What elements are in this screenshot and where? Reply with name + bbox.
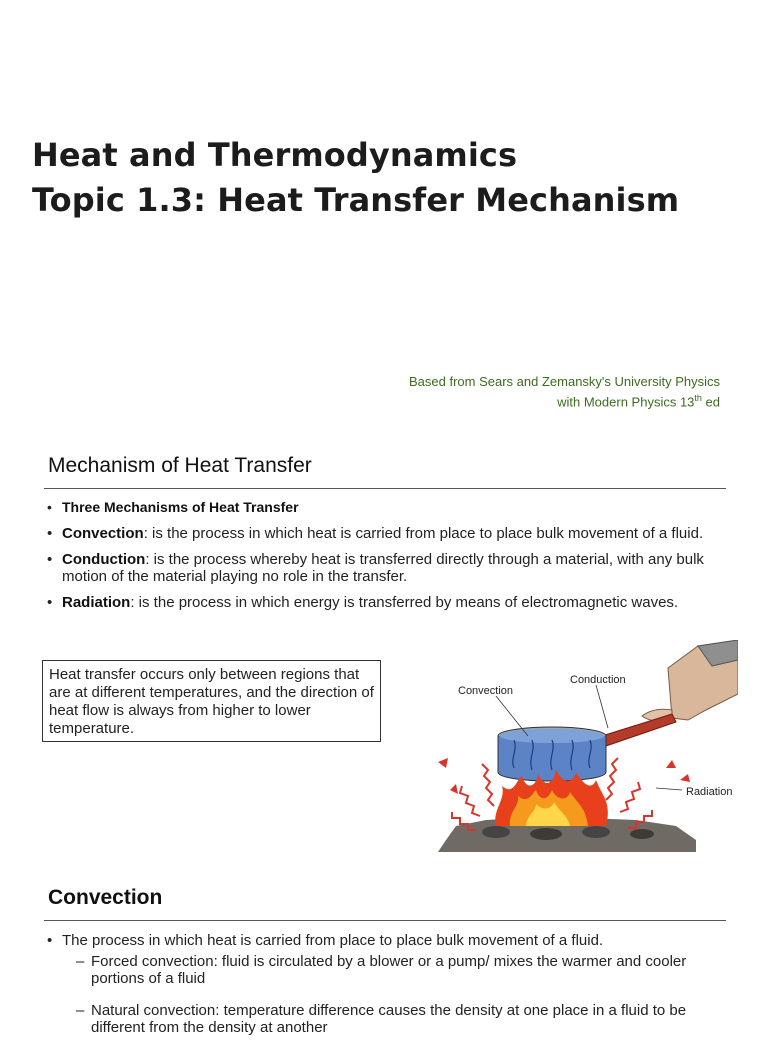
pot-handle	[602, 714, 676, 746]
convection-type-forced	[62, 953, 736, 987]
mechanism-list	[44, 499, 736, 620]
convection-type-natural	[62, 1002, 736, 1036]
title-line-2: Topic 1.3: Heat Transfer Mechanism	[32, 181, 680, 219]
convection-divider	[44, 920, 726, 921]
convection-definition-text: The process in which heat is carried from place to place bulk movement of a fluid.	[62, 932, 604, 949]
mechanism-definition: : is the process in which heat is carried from place to place bulk movement of a fluid.	[143, 525, 704, 542]
convection-list	[44, 932, 736, 1051]
mechanism-term: Radiation	[62, 594, 131, 611]
credit-line-1: Based from Sears and Zemansky's University Physics	[409, 374, 720, 389]
convection-heading: Convection	[48, 886, 163, 909]
credit-edition-suffix: th	[694, 393, 702, 403]
credit-edition: with Modern Physics 13	[557, 394, 695, 410]
convection-type-text: Forced convection: fluid is circulated by a blower or a pump/ mixes the warmer and cooler portions of a fluid	[91, 953, 687, 987]
bullet-marker: •	[47, 499, 52, 515]
mechanism-heading: Mechanism of Heat Transfer	[48, 454, 312, 477]
pot-illustration	[498, 727, 606, 781]
mechanism-definition: : is the process whereby heat is transferred directly through a material, with any bulk motion of the material playing no role in the transfer.	[62, 551, 704, 585]
convection-type-text: Natural convection: temperature difference causes the density at one place in a fluid to be different from the density at another	[91, 1002, 687, 1036]
figure-label-radiation: Radiation	[686, 786, 733, 798]
mechanism-definition: : is the process in which energy is transferred by means of electromagnetic waves.	[130, 594, 679, 611]
heat-transfer-illustration	[436, 640, 738, 852]
credit-edition-end: ed	[701, 394, 720, 410]
dash-marker: –	[76, 1002, 85, 1019]
heat-flow-note: Heat transfer occurs only between regions that are at different temperatures, and the direction of heat flow is always from higher to lower temperature.	[42, 660, 381, 742]
bullet-marker: •	[47, 525, 53, 542]
figure-label-conduction: Conduction	[570, 674, 626, 686]
hand-illustration	[642, 640, 738, 721]
dash-marker: –	[76, 953, 85, 970]
bullet-marker: •	[47, 932, 53, 949]
mechanism-divider	[44, 488, 726, 489]
mechanism-item-radiation	[44, 594, 736, 611]
mechanism-intro	[44, 499, 736, 516]
mechanism-item-conduction	[44, 551, 736, 585]
mechanism-term: Convection	[62, 525, 144, 542]
mechanism-term: Conduction	[62, 551, 146, 568]
figure-label-convection: Convection	[458, 685, 514, 697]
mechanism-item-convection	[44, 525, 736, 542]
bullet-marker: •	[47, 594, 53, 611]
mechanism-intro-text: Three Mechanisms of Heat Transfer	[62, 499, 299, 515]
title-line-1: Heat and Thermodynamics	[32, 136, 518, 174]
source-credit	[409, 374, 720, 410]
bullet-marker: •	[47, 551, 53, 568]
credit-line-2	[409, 390, 720, 410]
convection-definition	[44, 932, 736, 1036]
